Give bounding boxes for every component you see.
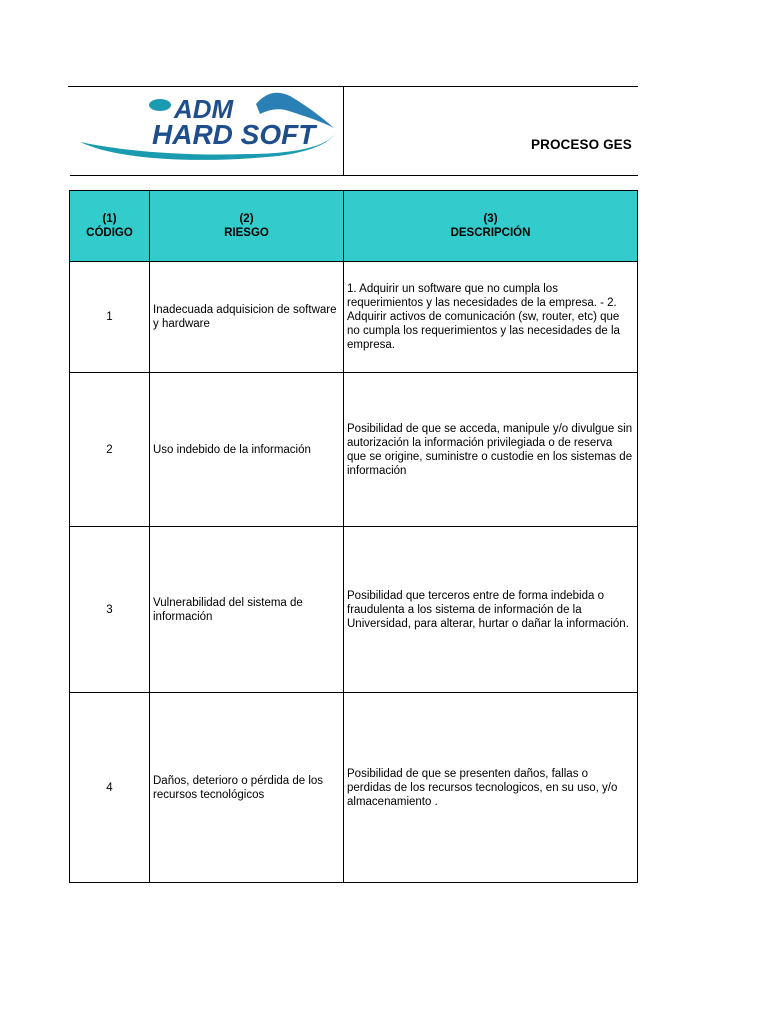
header-top-border: [70, 86, 638, 87]
row-description: Posibilidad de que se presenten daños, fallas o perdidas de los recursos tecnologicos, en su uso, y/o almacenamiento .: [344, 693, 638, 883]
logo-dot: [149, 99, 171, 111]
row-description: 1. Adquirir un software que no cumpla los requerimientos y las necesidades de la empresa. - 2. Adquirir activos de comunicación (sw, router, etc) que no cumpla los requerimientos y las necesidades de la empresa.: [344, 262, 638, 373]
column-number: (2): [239, 213, 254, 225]
row-code: 2: [70, 373, 150, 527]
column-header-risk: [150, 191, 344, 262]
table-row: [70, 693, 638, 883]
row-risk: Uso indebido de la información: [150, 373, 344, 527]
table-header-row: [70, 191, 638, 262]
company-logo: [78, 90, 340, 162]
column-label: RIESGO: [224, 227, 269, 239]
table-row: [70, 262, 638, 373]
row-code: 1: [70, 262, 150, 373]
column-label: CÓDIGO: [86, 227, 133, 239]
table-row: [70, 373, 638, 527]
process-title: PROCESO GES: [531, 137, 632, 152]
column-number: (1): [102, 213, 117, 225]
row-description: Posibilidad de que se acceda, manipule y/o divulgue sin autorización la información privilegiada o de reserva que se origine, suministre o custodie en los sistemas de información: [344, 373, 638, 527]
row-risk: Daños, deterioro o pérdida de los recursos tecnológicos: [150, 693, 344, 883]
row-code: 4: [70, 693, 150, 883]
row-risk: Vulnerabilidad del sistema de información: [150, 527, 344, 693]
column-header-description: [344, 191, 638, 262]
header-bottom-border: [70, 175, 638, 176]
row-risk: Inadecuada adquisicion de software y hardware: [150, 262, 344, 373]
column-label: DESCRIPCIÓN: [450, 227, 531, 239]
risk-table: [69, 190, 638, 883]
row-description: Posibilidad que terceros entre de forma indebida o fraudulenta a los sistema de información de la Universidad, para alterar, hurtar o dañar la información.: [344, 527, 638, 693]
column-number: (3): [483, 213, 498, 225]
header-divider: [343, 87, 344, 176]
logo-text-adm: ADM: [174, 94, 234, 124]
table-row: [70, 527, 638, 693]
row-code: 3: [70, 527, 150, 693]
page-right-crop: [639, 0, 768, 1024]
logo-text-hardsoft: HARD SOFT: [152, 119, 316, 150]
column-header-code: [70, 191, 150, 262]
